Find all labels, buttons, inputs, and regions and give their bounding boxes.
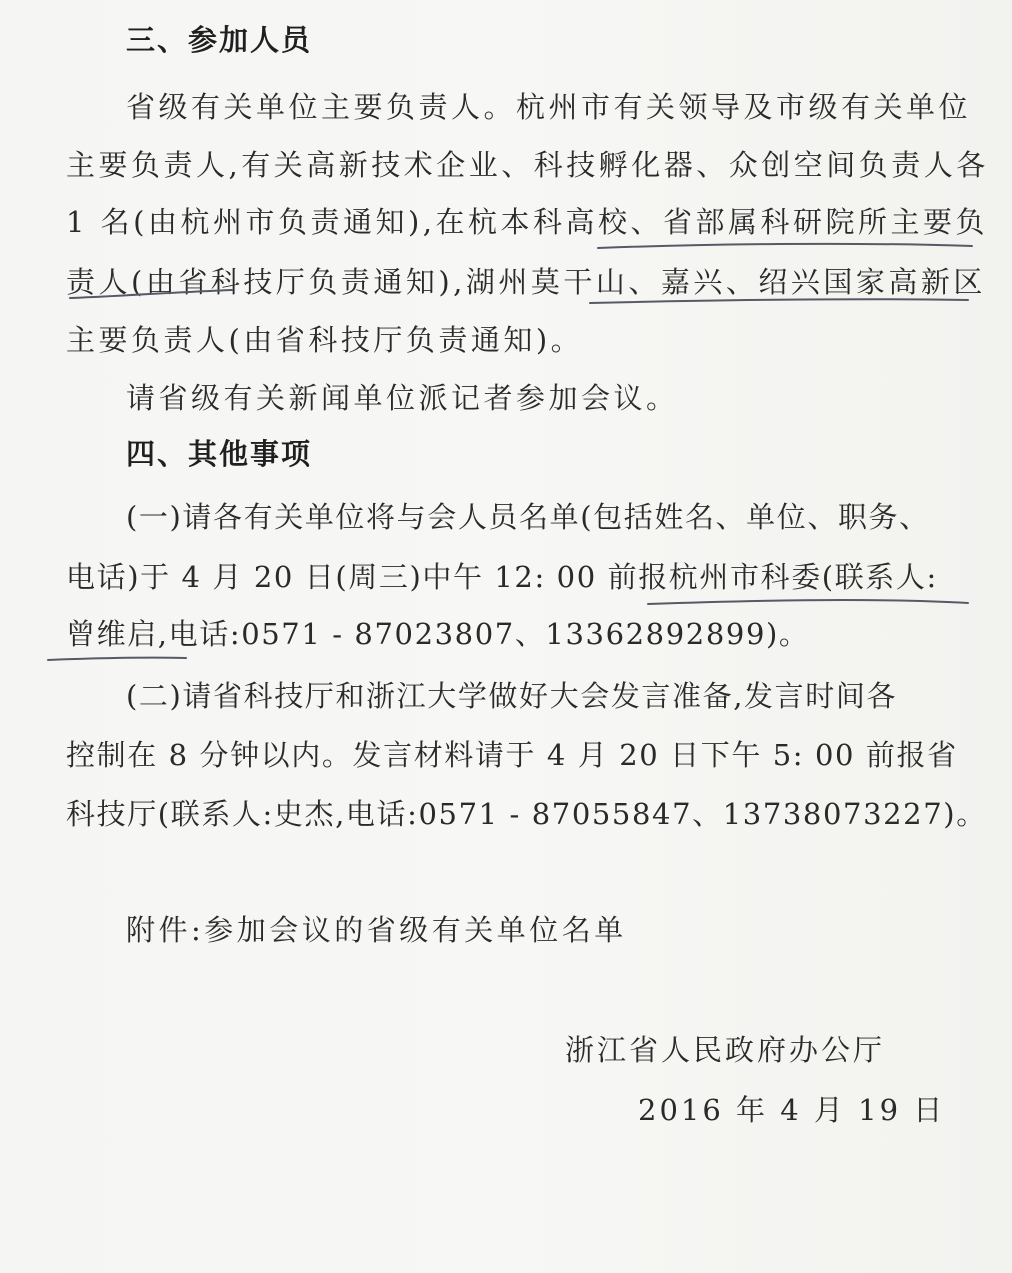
- section-3-line-4: 责人(由省科技厅负责通知),湖州莫干山、嘉兴、绍兴国家高新区: [66, 265, 986, 299]
- item-2-line-3: 科技厅(联系人:史杰,电话:0571 - 87055847、13738073227)。: [66, 797, 987, 831]
- item-1-line-3: 曾维启,电话:0571 - 87023807、13362892899)。: [66, 617, 810, 651]
- attachment-note: 附件:参加会议的省级有关单位名单: [126, 913, 627, 947]
- press-note: 请省级有关新闻单位派记者参加会议。: [126, 381, 679, 415]
- issue-date: 2016 年 4 月 19 日: [638, 1093, 946, 1127]
- section-3-line-1: 省级有关单位主要负责人。杭州市有关领导及市级有关单位: [126, 90, 972, 124]
- section-3-line-3: 1 名(由杭州市负责通知),在杭本科高校、省部属科研院所主要负: [66, 205, 989, 239]
- pen-underline-5: [48, 658, 186, 660]
- section-4-heading: 四、其他事项: [126, 437, 313, 471]
- item-1-line-2: 电话)于 4 月 20 日(周三)中午 12: 00 前报杭州市科委(联系人:: [66, 560, 938, 594]
- section-3-line-5: 主要负责人(由省科技厅负责通知)。: [66, 323, 584, 357]
- issuer-name: 浙江省人民政府办公厅: [565, 1033, 886, 1067]
- section-3-line-2: 主要负责人,有关高新技术企业、科技孵化器、众创空间负责人各: [66, 148, 989, 182]
- item-2-line-1: (二)请省科技厅和浙江大学做好大会发言准备,发言时间各: [126, 679, 898, 713]
- item-2-line-2: 控制在 8 分钟以内。发言材料请于 4 月 20 日下午 5: 00 前报省: [66, 738, 958, 772]
- pen-underline-1: [598, 244, 972, 248]
- item-1-line-1: (一)请各有关单位将与会人员名单(包括姓名、单位、职务、: [126, 500, 930, 534]
- pen-underline-4: [648, 600, 968, 604]
- section-3-heading: 三、参加人员: [126, 23, 313, 57]
